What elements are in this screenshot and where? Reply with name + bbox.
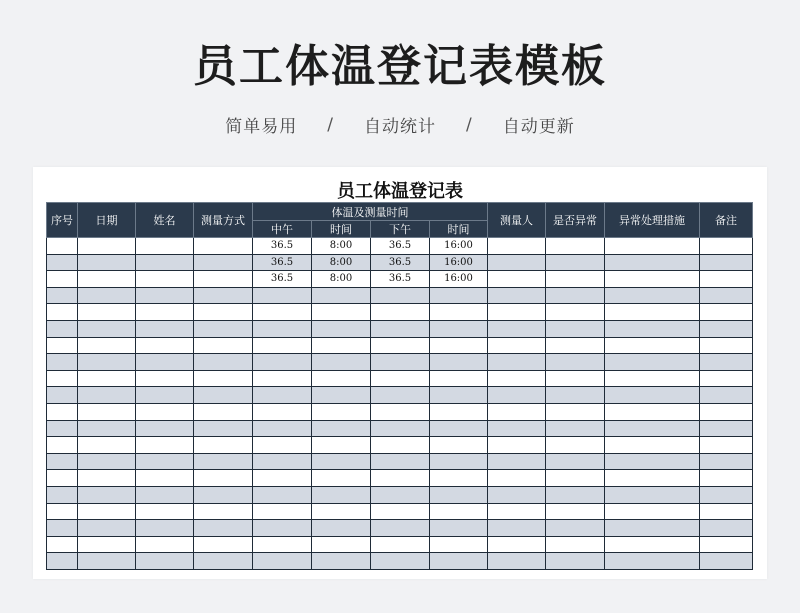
table-cell[interactable] bbox=[78, 254, 136, 271]
table-cell[interactable] bbox=[605, 387, 700, 404]
table-cell[interactable] bbox=[605, 370, 700, 387]
table-cell[interactable] bbox=[488, 304, 546, 321]
table-cell[interactable] bbox=[78, 238, 136, 255]
table-cell[interactable] bbox=[371, 287, 430, 304]
spreadsheet-preview bbox=[33, 167, 767, 579]
table-cell[interactable] bbox=[47, 470, 78, 487]
table-cell[interactable] bbox=[136, 271, 194, 288]
table-cell[interactable] bbox=[136, 553, 194, 570]
table-cell[interactable] bbox=[194, 354, 253, 371]
table-cell[interactable] bbox=[488, 536, 546, 553]
table-cell[interactable] bbox=[253, 553, 312, 570]
table-cell[interactable] bbox=[312, 287, 371, 304]
feature-easy: 简单易用 bbox=[225, 117, 298, 137]
table-cell[interactable] bbox=[430, 453, 488, 470]
table-cell[interactable] bbox=[605, 486, 700, 503]
header-measures: 异常处理措施 bbox=[605, 203, 700, 238]
table-cell[interactable] bbox=[253, 536, 312, 553]
table-cell[interactable] bbox=[312, 403, 371, 420]
table-cell[interactable] bbox=[312, 553, 371, 570]
table-cell[interactable] bbox=[546, 271, 605, 288]
table-cell[interactable] bbox=[78, 553, 136, 570]
table-cell[interactable] bbox=[47, 287, 78, 304]
table-cell[interactable] bbox=[253, 420, 312, 437]
table-cell[interactable] bbox=[47, 420, 78, 437]
table-cell[interactable] bbox=[700, 420, 753, 437]
header-name: 姓名 bbox=[136, 203, 194, 238]
table-row bbox=[47, 304, 753, 321]
table-cell[interactable] bbox=[371, 304, 430, 321]
table-cell[interactable] bbox=[488, 337, 546, 354]
table-cell[interactable] bbox=[47, 520, 78, 537]
table-cell[interactable] bbox=[194, 387, 253, 404]
table-cell[interactable] bbox=[488, 354, 546, 371]
table-cell[interactable] bbox=[546, 287, 605, 304]
table-row bbox=[47, 553, 753, 570]
feature-auto-update: 自动更新 bbox=[502, 117, 575, 137]
table-row bbox=[47, 337, 753, 354]
header-abnormal: 是否异常 bbox=[546, 203, 605, 238]
table-cell[interactable] bbox=[78, 287, 136, 304]
table-cell[interactable] bbox=[371, 354, 430, 371]
table-cell[interactable] bbox=[194, 403, 253, 420]
table-cell[interactable] bbox=[136, 486, 194, 503]
table-cell[interactable] bbox=[194, 287, 253, 304]
table-cell[interactable] bbox=[700, 271, 753, 288]
table-row bbox=[47, 486, 753, 503]
table-cell[interactable] bbox=[253, 337, 312, 354]
table-cell[interactable] bbox=[700, 387, 753, 404]
table-cell[interactable] bbox=[371, 503, 430, 520]
table-cell[interactable] bbox=[312, 503, 371, 520]
table-row bbox=[47, 453, 753, 470]
table-row bbox=[47, 354, 753, 371]
table-cell[interactable] bbox=[371, 320, 430, 337]
table-cell[interactable] bbox=[546, 520, 605, 537]
table-cell[interactable] bbox=[253, 354, 312, 371]
table-row bbox=[47, 320, 753, 337]
table-cell[interactable] bbox=[605, 553, 700, 570]
table-cell[interactable] bbox=[194, 520, 253, 537]
table-cell[interactable] bbox=[78, 420, 136, 437]
table-cell[interactable] bbox=[194, 370, 253, 387]
table-cell[interactable] bbox=[136, 420, 194, 437]
table-cell[interactable] bbox=[47, 337, 78, 354]
table-cell[interactable] bbox=[312, 536, 371, 553]
table-cell[interactable] bbox=[546, 420, 605, 437]
table-cell[interactable] bbox=[312, 320, 371, 337]
table-row bbox=[47, 287, 753, 304]
table-cell[interactable] bbox=[488, 453, 546, 470]
table-cell[interactable] bbox=[136, 437, 194, 454]
table-cell[interactable]: 16:00 bbox=[430, 254, 488, 271]
table-cell[interactable] bbox=[371, 553, 430, 570]
table-cell[interactable] bbox=[700, 453, 753, 470]
table-cell[interactable] bbox=[700, 320, 753, 337]
header-seq: 序号 bbox=[47, 203, 78, 238]
table-cell[interactable] bbox=[312, 470, 371, 487]
table-cell[interactable] bbox=[430, 403, 488, 420]
table-cell[interactable] bbox=[136, 520, 194, 537]
table-cell[interactable]: 36.5 bbox=[371, 254, 430, 271]
table-cell[interactable] bbox=[430, 536, 488, 553]
table-cell[interactable] bbox=[47, 387, 78, 404]
table-cell[interactable] bbox=[253, 387, 312, 404]
table-cell[interactable] bbox=[488, 254, 546, 271]
table-row bbox=[47, 370, 753, 387]
header-afternoon: 下午 bbox=[371, 221, 430, 238]
table-cell[interactable]: 16:00 bbox=[430, 271, 488, 288]
table-cell[interactable] bbox=[546, 304, 605, 321]
table-cell[interactable] bbox=[194, 320, 253, 337]
table-cell[interactable] bbox=[488, 370, 546, 387]
table-cell[interactable] bbox=[253, 304, 312, 321]
table-cell[interactable] bbox=[47, 320, 78, 337]
table-cell[interactable] bbox=[605, 287, 700, 304]
table-body bbox=[47, 238, 753, 570]
table-cell[interactable] bbox=[47, 453, 78, 470]
table-cell[interactable] bbox=[136, 403, 194, 420]
table-cell[interactable] bbox=[371, 470, 430, 487]
table-cell[interactable] bbox=[47, 486, 78, 503]
table-cell[interactable] bbox=[253, 503, 312, 520]
table-cell[interactable] bbox=[78, 271, 136, 288]
table-cell[interactable] bbox=[488, 486, 546, 503]
table-cell[interactable] bbox=[546, 254, 605, 271]
table-cell[interactable] bbox=[546, 553, 605, 570]
table-row bbox=[47, 420, 753, 437]
table-cell[interactable] bbox=[371, 420, 430, 437]
header-date: 日期 bbox=[78, 203, 136, 238]
table-cell[interactable] bbox=[430, 520, 488, 537]
table-cell[interactable] bbox=[371, 536, 430, 553]
table-cell[interactable] bbox=[194, 486, 253, 503]
table-row bbox=[47, 503, 753, 520]
table-cell[interactable] bbox=[47, 536, 78, 553]
table-cell[interactable] bbox=[605, 320, 700, 337]
table-cell[interactable] bbox=[47, 403, 78, 420]
table-cell[interactable] bbox=[700, 536, 753, 553]
table-cell[interactable] bbox=[194, 254, 253, 271]
table-cell[interactable] bbox=[136, 354, 194, 371]
table-cell[interactable] bbox=[47, 254, 78, 271]
table-cell[interactable] bbox=[136, 320, 194, 337]
table-cell[interactable] bbox=[136, 337, 194, 354]
table-row bbox=[47, 271, 753, 288]
table-cell[interactable] bbox=[488, 553, 546, 570]
table-cell[interactable] bbox=[700, 254, 753, 271]
table-cell[interactable] bbox=[700, 486, 753, 503]
table-cell[interactable] bbox=[430, 503, 488, 520]
table-cell[interactable] bbox=[253, 470, 312, 487]
table-cell[interactable]: 36.5 bbox=[253, 238, 312, 255]
table-cell[interactable] bbox=[78, 470, 136, 487]
table-cell[interactable]: 36.5 bbox=[371, 238, 430, 255]
table-cell[interactable] bbox=[312, 337, 371, 354]
table-cell[interactable] bbox=[546, 320, 605, 337]
table-cell[interactable] bbox=[78, 520, 136, 537]
header-time-1: 时间 bbox=[312, 221, 371, 238]
table-cell[interactable] bbox=[253, 437, 312, 454]
table-cell[interactable] bbox=[253, 320, 312, 337]
table-cell[interactable] bbox=[136, 536, 194, 553]
table-cell[interactable] bbox=[136, 370, 194, 387]
table-row bbox=[47, 470, 753, 487]
table-cell[interactable] bbox=[78, 453, 136, 470]
table-cell[interactable] bbox=[546, 337, 605, 354]
table-cell[interactable] bbox=[78, 304, 136, 321]
table-cell[interactable] bbox=[312, 437, 371, 454]
table-cell[interactable] bbox=[194, 304, 253, 321]
table-cell[interactable] bbox=[605, 304, 700, 321]
table-cell[interactable] bbox=[546, 387, 605, 404]
table-cell[interactable]: 36.5 bbox=[253, 254, 312, 271]
table-cell[interactable] bbox=[700, 403, 753, 420]
table-cell[interactable] bbox=[700, 503, 753, 520]
table-cell[interactable] bbox=[488, 271, 546, 288]
table-cell[interactable] bbox=[78, 320, 136, 337]
table-cell[interactable]: 8:00 bbox=[312, 254, 371, 271]
table-cell[interactable] bbox=[700, 287, 753, 304]
table-cell[interactable] bbox=[78, 503, 136, 520]
table-cell[interactable] bbox=[430, 553, 488, 570]
header-method: 测量方式 bbox=[194, 203, 253, 238]
table-cell[interactable] bbox=[605, 254, 700, 271]
table-cell[interactable] bbox=[371, 520, 430, 537]
table-cell[interactable] bbox=[430, 420, 488, 437]
table-cell[interactable] bbox=[136, 387, 194, 404]
table-cell[interactable] bbox=[605, 503, 700, 520]
table-cell[interactable] bbox=[700, 520, 753, 537]
table-cell[interactable] bbox=[371, 337, 430, 354]
table-cell[interactable] bbox=[546, 403, 605, 420]
table-cell[interactable] bbox=[253, 486, 312, 503]
table-cell[interactable] bbox=[605, 520, 700, 537]
table-cell[interactable] bbox=[700, 304, 753, 321]
table-cell[interactable] bbox=[194, 337, 253, 354]
table-cell[interactable] bbox=[430, 370, 488, 387]
table-cell[interactable] bbox=[546, 370, 605, 387]
table-cell[interactable] bbox=[430, 337, 488, 354]
table-cell[interactable] bbox=[488, 320, 546, 337]
feature-list bbox=[0, 112, 800, 137]
table-cell[interactable] bbox=[194, 271, 253, 288]
table-cell[interactable] bbox=[136, 470, 194, 487]
header-measurer: 测量人 bbox=[488, 203, 546, 238]
table-cell[interactable] bbox=[136, 503, 194, 520]
table-cell[interactable] bbox=[430, 304, 488, 321]
table-cell[interactable] bbox=[371, 437, 430, 454]
table-cell[interactable] bbox=[700, 370, 753, 387]
table-cell[interactable] bbox=[312, 486, 371, 503]
table-cell[interactable] bbox=[605, 470, 700, 487]
table-cell[interactable] bbox=[47, 238, 78, 255]
table-cell[interactable] bbox=[430, 354, 488, 371]
table-cell[interactable] bbox=[488, 420, 546, 437]
table-cell[interactable] bbox=[78, 536, 136, 553]
table-cell[interactable] bbox=[253, 453, 312, 470]
sheet-title: 员工体温登记表 bbox=[337, 181, 463, 202]
feature-auto-stats: 自动统计 bbox=[364, 117, 436, 137]
table-cell[interactable] bbox=[312, 453, 371, 470]
table-cell[interactable] bbox=[312, 420, 371, 437]
table-cell[interactable] bbox=[430, 287, 488, 304]
table-cell[interactable] bbox=[371, 370, 430, 387]
table-cell[interactable] bbox=[194, 453, 253, 470]
table-cell[interactable] bbox=[78, 370, 136, 387]
table-cell[interactable] bbox=[700, 337, 753, 354]
table-row bbox=[47, 536, 753, 553]
table-cell[interactable] bbox=[700, 354, 753, 371]
table-cell[interactable] bbox=[312, 304, 371, 321]
temperature-table bbox=[46, 202, 753, 570]
table-cell[interactable] bbox=[546, 453, 605, 470]
table-cell[interactable] bbox=[312, 387, 371, 404]
table-cell[interactable] bbox=[47, 354, 78, 371]
feature-separator: / bbox=[327, 114, 334, 135]
table-cell[interactable] bbox=[194, 470, 253, 487]
table-cell[interactable] bbox=[78, 403, 136, 420]
header-remarks: 备注 bbox=[700, 203, 753, 238]
table-row bbox=[47, 520, 753, 537]
table-cell[interactable] bbox=[47, 271, 78, 288]
header-temperature-group: 体温及测量时间 bbox=[253, 203, 488, 221]
table-cell[interactable] bbox=[488, 238, 546, 255]
table-cell[interactable] bbox=[605, 403, 700, 420]
table-row bbox=[47, 403, 753, 420]
table-cell[interactable] bbox=[488, 503, 546, 520]
table-cell[interactable] bbox=[312, 520, 371, 537]
table-cell[interactable] bbox=[47, 503, 78, 520]
table-cell[interactable] bbox=[371, 453, 430, 470]
table-cell[interactable] bbox=[488, 520, 546, 537]
table-cell[interactable] bbox=[605, 354, 700, 371]
table-cell[interactable] bbox=[430, 470, 488, 487]
table-cell[interactable] bbox=[488, 437, 546, 454]
table-cell[interactable] bbox=[136, 238, 194, 255]
table-cell[interactable] bbox=[194, 420, 253, 437]
table-row bbox=[47, 437, 753, 454]
table-cell[interactable] bbox=[605, 437, 700, 454]
table-cell[interactable]: 8:00 bbox=[312, 271, 371, 288]
table-cell[interactable] bbox=[700, 437, 753, 454]
table-cell[interactable] bbox=[605, 536, 700, 553]
table-cell[interactable]: 36.5 bbox=[371, 271, 430, 288]
table-row bbox=[47, 238, 753, 255]
table-cell[interactable] bbox=[194, 536, 253, 553]
table-cell[interactable] bbox=[546, 354, 605, 371]
table-cell[interactable] bbox=[430, 387, 488, 404]
table-cell[interactable] bbox=[78, 437, 136, 454]
table-cell[interactable] bbox=[194, 553, 253, 570]
table-cell[interactable] bbox=[488, 287, 546, 304]
table-row bbox=[47, 387, 753, 404]
table-cell[interactable] bbox=[605, 238, 700, 255]
table-cell[interactable]: 16:00 bbox=[430, 238, 488, 255]
table-cell[interactable] bbox=[47, 553, 78, 570]
table-cell[interactable] bbox=[78, 337, 136, 354]
table-cell[interactable] bbox=[700, 470, 753, 487]
table-cell[interactable] bbox=[136, 287, 194, 304]
table-cell[interactable] bbox=[546, 486, 605, 503]
table-cell[interactable] bbox=[47, 304, 78, 321]
table-cell[interactable] bbox=[312, 370, 371, 387]
table-cell[interactable] bbox=[546, 437, 605, 454]
table-cell[interactable] bbox=[546, 238, 605, 255]
table-cell[interactable] bbox=[253, 520, 312, 537]
table-cell[interactable]: 8:00 bbox=[312, 238, 371, 255]
table-cell[interactable] bbox=[253, 370, 312, 387]
table-cell[interactable] bbox=[488, 387, 546, 404]
table-cell[interactable] bbox=[194, 437, 253, 454]
table-cell[interactable] bbox=[605, 337, 700, 354]
table-cell[interactable] bbox=[546, 503, 605, 520]
header-time-2: 时间 bbox=[430, 221, 488, 238]
table-cell[interactable] bbox=[194, 503, 253, 520]
table-cell[interactable] bbox=[253, 403, 312, 420]
table-cell[interactable] bbox=[605, 420, 700, 437]
table-cell[interactable] bbox=[78, 387, 136, 404]
table-cell[interactable] bbox=[371, 486, 430, 503]
table-cell[interactable] bbox=[546, 536, 605, 553]
table-cell[interactable] bbox=[430, 486, 488, 503]
table-cell[interactable] bbox=[488, 403, 546, 420]
table-cell[interactable] bbox=[312, 354, 371, 371]
table-row bbox=[47, 254, 753, 271]
table-cell[interactable] bbox=[700, 238, 753, 255]
table-cell[interactable] bbox=[488, 470, 546, 487]
table-cell[interactable] bbox=[605, 271, 700, 288]
table-cell[interactable] bbox=[136, 453, 194, 470]
table-cell[interactable] bbox=[371, 403, 430, 420]
table-cell[interactable] bbox=[78, 486, 136, 503]
header-noon: 中午 bbox=[253, 221, 312, 238]
table-cell[interactable] bbox=[546, 470, 605, 487]
table-cell[interactable] bbox=[136, 304, 194, 321]
feature-separator: / bbox=[466, 114, 473, 135]
table-cell[interactable] bbox=[47, 370, 78, 387]
table-cell[interactable] bbox=[371, 387, 430, 404]
table-cell[interactable]: 36.5 bbox=[253, 271, 312, 288]
page-title: 员工体温登记表模板 bbox=[193, 41, 607, 92]
table-cell[interactable] bbox=[136, 254, 194, 271]
table-cell[interactable] bbox=[78, 354, 136, 371]
table-cell[interactable] bbox=[194, 238, 253, 255]
table-cell[interactable] bbox=[605, 453, 700, 470]
table-cell[interactable] bbox=[253, 287, 312, 304]
table-cell[interactable] bbox=[430, 320, 488, 337]
table-cell[interactable] bbox=[430, 437, 488, 454]
table-cell[interactable] bbox=[47, 437, 78, 454]
table-cell[interactable] bbox=[700, 553, 753, 570]
